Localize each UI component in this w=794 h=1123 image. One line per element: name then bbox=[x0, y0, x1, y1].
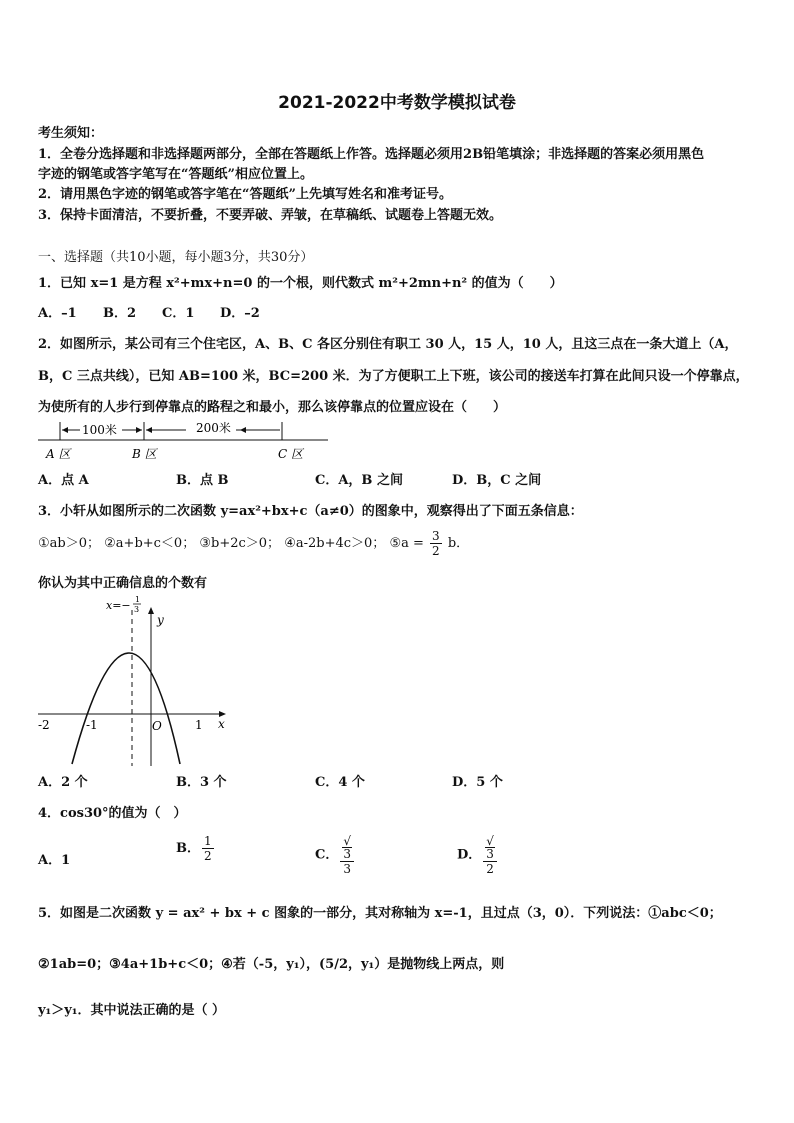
q3-info-5-num: 3 bbox=[432, 529, 440, 543]
q3-info-mark-3: ③ bbox=[199, 536, 212, 551]
q1-option-b: B．2 bbox=[103, 306, 137, 321]
notice-line-3: 2．请用黑色字迹的钢笔或答字笔在“答题纸”上先填写姓名和准考证号。 bbox=[38, 187, 453, 202]
notice-line-4: 3．保持卡面清洁，不要折叠，不要弄破、弄皱，在草稿纸、试题卷上答题无效。 bbox=[38, 208, 503, 223]
q2-option-d: D．B，C 之间 bbox=[452, 473, 542, 488]
q2-arrowhead-100-right bbox=[136, 427, 142, 433]
q2-line-3: 为使所有的人步行到停靠点的路程之和最小，那么该停靠点的位置应设在（ ） bbox=[38, 400, 507, 415]
q4-option-c-prefix: C． bbox=[315, 847, 339, 863]
q3-info-5-rhs: b． bbox=[447, 536, 470, 551]
q2-dist-200: 200米 bbox=[196, 421, 231, 435]
q3-origin-label: O bbox=[152, 719, 162, 733]
q3-info-4: a-2b+4c＞0； bbox=[295, 536, 386, 551]
q2-option-b: B．点 B bbox=[176, 473, 229, 488]
q2-line-1: 2．如图所示，某公司有三个住宅区，A、B、C 各区分别住有职工 30 人，15 人，10 人，且这三点在一条大道上（A， bbox=[38, 337, 738, 352]
q3-info-mark-1: ① bbox=[38, 536, 50, 551]
q2-figure bbox=[36, 418, 336, 466]
q2-dist-100: 100米 bbox=[82, 423, 117, 437]
q4-option-d-num: 3 bbox=[486, 847, 494, 861]
q4-option-d-num-wrap bbox=[483, 835, 497, 862]
q2-line-2: B，C 三点共线），已知 AB=100 米，BC=200 米．为了方便职工上下班，该公司的接送车打算在此间只设一个停靠点， bbox=[38, 369, 749, 384]
q1-stem: 1．已知 x=1 是方程 x²+mx+n=0 的一个根，则代数式 m²+2mn+n² 的值为（ ） bbox=[38, 276, 563, 291]
q3-info-5-den: 2 bbox=[432, 544, 440, 558]
q4-option-a: A．1 bbox=[38, 853, 71, 868]
q3-info-mark-4: ④ bbox=[284, 536, 296, 551]
q2-label-c: C 区 bbox=[278, 447, 303, 461]
q5-line-2: ②1ab=0；③4a+1b+c＜0；④若（-5，y₁），(5/2，y₁）是抛物线上两点，则 bbox=[38, 957, 505, 972]
q4-option-b-num: 1 bbox=[204, 834, 212, 848]
q3-option-c: C．4 个 bbox=[315, 775, 365, 790]
q4-option-b bbox=[176, 835, 216, 862]
q5-line-1: 5．如图是二次函数 y = ax² + bx + c 图象的一部分，其对称轴为 x=-1，且过点（3，0）．下列说法：①abc＜0； bbox=[38, 906, 722, 921]
q2-arrowhead-200-right bbox=[240, 427, 246, 433]
q3-option-d: D．5 个 bbox=[452, 775, 503, 790]
q3-question: 你认为其中正确信息的个数有 bbox=[38, 576, 208, 591]
q3-stem: 3．小轩从如图所示的二次函数 y=ax²+bx+c（a≠0）的图象中，观察得出了下面五条信息： bbox=[38, 504, 583, 519]
q3-x-label: x bbox=[218, 717, 225, 731]
notice-line-2: 字迹的钢笔或答字笔写在“答题纸”相应位置上。 bbox=[38, 167, 313, 182]
q3-info-mark-5: ⑤ bbox=[389, 536, 402, 551]
q3-y-label: y bbox=[157, 613, 164, 627]
q3-axis-label: x=− bbox=[106, 599, 131, 612]
q4-option-c-den: 3 bbox=[343, 862, 351, 876]
q2-arrowhead-200-left bbox=[146, 427, 152, 433]
q3-tick-neg1: -1 bbox=[86, 718, 98, 732]
section-heading: 一、选择题（共10小题，每小题3分，共30分） bbox=[38, 250, 314, 265]
notice-heading: 考生须知： bbox=[38, 126, 104, 141]
q3-parabola-graph bbox=[34, 596, 234, 768]
notice-line-1: 1．全卷分选择题和非选择题两部分，全部在答题纸上作答。选择题必须用2B铅笔填涂；非选择题的答案必须用黑色 bbox=[38, 147, 705, 162]
q2-arrowhead-100-left bbox=[62, 427, 68, 433]
q3-tick-neg2: -2 bbox=[38, 718, 50, 732]
q2-label-b: B 区 bbox=[132, 447, 157, 461]
q3-info-mark-2: ② bbox=[104, 536, 116, 551]
q3-info-1: ab＞0； bbox=[49, 536, 100, 551]
q1-option-c: C．1 bbox=[162, 306, 195, 321]
q4-option-c bbox=[315, 835, 356, 875]
q3-option-b: B．3 个 bbox=[176, 775, 227, 790]
q4-stem: 4．cos30°的值为（ ） bbox=[38, 806, 187, 821]
q3-info-line bbox=[38, 530, 469, 557]
page-title: 2021-2022中考数学模拟试卷 bbox=[278, 93, 516, 113]
q3-info-3: b+2c＞0； bbox=[211, 536, 281, 551]
q3-y-axis-arrow bbox=[148, 607, 154, 614]
q3-axis-frac-num: 1 bbox=[135, 596, 141, 604]
q4-option-d-den: 2 bbox=[486, 862, 494, 876]
q3-option-a: A．2 个 bbox=[38, 775, 88, 790]
q4-option-d-prefix: D． bbox=[457, 847, 482, 863]
q4-option-b-den: 2 bbox=[204, 849, 212, 863]
q3-parabola-curve bbox=[72, 653, 180, 764]
sqrt-icon: √ bbox=[343, 834, 351, 848]
q4-option-c-fraction bbox=[340, 835, 354, 875]
q3-info-5-lhs: a = bbox=[401, 536, 424, 551]
sqrt-icon: √ bbox=[486, 834, 494, 848]
q2-label-a: A 区 bbox=[46, 447, 71, 461]
q3-info-5-fraction bbox=[430, 530, 442, 557]
q1-option-d: D．–2 bbox=[220, 306, 260, 321]
q4-option-b-fraction bbox=[202, 835, 214, 862]
q3-axis-frac-den: 3 bbox=[134, 605, 140, 614]
q5-line-3: y₁＞y₁．其中说法正确的是（ ） bbox=[38, 1003, 226, 1018]
q3-tick-1: 1 bbox=[195, 718, 203, 732]
q4-option-c-num: 3 bbox=[343, 847, 351, 861]
q4-option-c-num-wrap bbox=[340, 835, 354, 862]
q4-option-b-prefix: B． bbox=[176, 841, 200, 856]
q2-option-a: A．点 A bbox=[38, 473, 89, 488]
q2-option-c: C．A，B 之间 bbox=[315, 473, 403, 488]
q1-option-a: A．–1 bbox=[38, 306, 77, 321]
q4-option-d bbox=[457, 835, 499, 875]
q3-info-2: a+b+c＜0； bbox=[115, 536, 196, 551]
q4-option-d-fraction bbox=[483, 835, 497, 875]
